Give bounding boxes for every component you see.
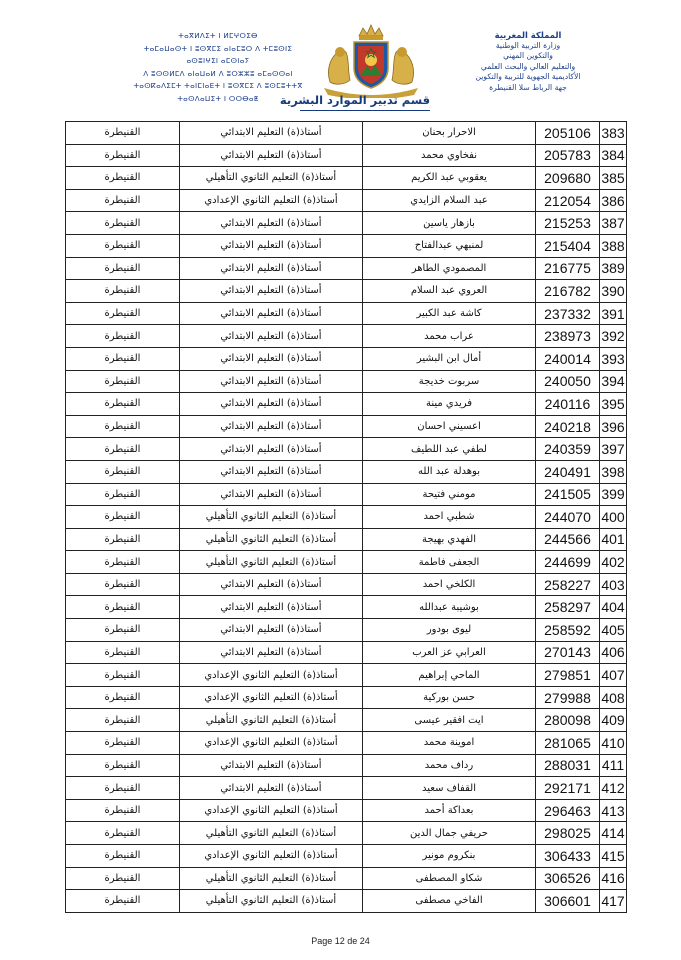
employee-grade-cell: أستاذ(ة) التعليم الابتدائي: [180, 393, 363, 416]
employee-name-cell: الماحي إبراهيم: [363, 664, 536, 687]
employee-name-cell: الفهدي بهيجة: [363, 528, 536, 551]
arabic-line: والتكوين المهني: [503, 51, 553, 61]
arabic-line: الأكاديمية الجهوية للتربية والتكوين: [475, 72, 581, 82]
employee-grade-cell: أستاذ(ة) التعليم الابتدائي: [180, 370, 363, 393]
employee-id-cell: 215404: [536, 234, 600, 257]
row-number-cell: 406: [600, 641, 627, 664]
table-row: [66, 438, 627, 461]
employee-id-cell: 205783: [536, 144, 600, 167]
city-cell: القنيطرة: [66, 528, 180, 551]
row-number-cell: 413: [600, 799, 627, 822]
employee-id-cell: 209680: [536, 167, 600, 190]
employee-grade-cell: أستاذ(ة) التعليم الابتدائي: [180, 573, 363, 596]
employee-grade-cell: أستاذ(ة) التعليم الابتدائي: [180, 347, 363, 370]
employee-id-cell: 244699: [536, 551, 600, 574]
employee-id-cell: 240359: [536, 438, 600, 461]
row-number-cell: 409: [600, 709, 627, 732]
employee-id-cell: 296463: [536, 799, 600, 822]
employee-id-cell: 244566: [536, 528, 600, 551]
employee-name-cell: العروي عبد السلام: [363, 280, 536, 303]
employee-id-cell: 279988: [536, 686, 600, 709]
department-title: قسم تدبير الموارد البشرية: [279, 93, 431, 107]
employee-name-cell: بوشيبة عبدالله: [363, 596, 536, 619]
employee-grade-cell: أستاذ(ة) التعليم الثانوي التأهيلي: [180, 867, 363, 890]
employee-grade-cell: أستاذ(ة) التعليم الابتدائي: [180, 234, 363, 257]
city-cell: القنيطرة: [66, 709, 180, 732]
city-cell: القنيطرة: [66, 551, 180, 574]
row-number-cell: 405: [600, 619, 627, 642]
employee-grade-cell: أستاذ(ة) التعليم الثانوي الإعدادي: [180, 664, 363, 687]
city-cell: القنيطرة: [66, 167, 180, 190]
employee-grade-cell: أستاذ(ة) التعليم الابتدائي: [180, 619, 363, 642]
table-row: [66, 732, 627, 755]
employee-grade-cell: أستاذ(ة) التعليم الثانوي التأهيلي: [180, 506, 363, 529]
employee-name-cell: مومني فتيحة: [363, 483, 536, 506]
employee-name-cell: الكلخي احمد: [363, 573, 536, 596]
staff-table-body: [66, 122, 627, 913]
tifinagh-line: ⵜⴰⵙⴽⴰⴷⵉⵎⵜ ⵜⴰⵏⵎⵏⴰⴹⵜ ⵏ ⵓⵙⴳⵎⵉ ⴷ ⵓⵙⵎⵓⵜⵜⴳ: [133, 81, 303, 90]
page-number: Page 12 de 24: [311, 936, 370, 946]
row-number-cell: 390: [600, 280, 627, 303]
employee-grade-cell: أستاذ(ة) التعليم الثانوي الإعدادي: [180, 686, 363, 709]
table-row: [66, 144, 627, 167]
city-cell: القنيطرة: [66, 686, 180, 709]
table-row: [66, 325, 627, 348]
employee-grade-cell: أستاذ(ة) التعليم الابتدائي: [180, 257, 363, 280]
row-number-cell: 417: [600, 890, 627, 913]
employee-name-cell: الاحرار بحنان: [363, 122, 536, 145]
row-number-cell: 385: [600, 167, 627, 190]
arabic-line: المملكة المغربية: [494, 30, 562, 40]
employee-name-cell: شطبي احمد: [363, 506, 536, 529]
city-cell: القنيطرة: [66, 438, 180, 461]
row-number-cell: 416: [600, 867, 627, 890]
row-number-cell: 410: [600, 732, 627, 755]
row-number-cell: 389: [600, 257, 627, 280]
employee-grade-cell: أستاذ(ة) التعليم الابتدائي: [180, 777, 363, 800]
employee-id-cell: 258227: [536, 573, 600, 596]
table-row: [66, 641, 627, 664]
table-row: [66, 122, 627, 145]
employee-name-cell: عراب محمد: [363, 325, 536, 348]
table-row: [66, 573, 627, 596]
table-row: [66, 664, 627, 687]
city-cell: القنيطرة: [66, 845, 180, 868]
row-number-cell: 393: [600, 347, 627, 370]
employee-name-cell: الفاخي مصطفى: [363, 890, 536, 913]
tifinagh-line: ⵜⴰⵎⴰⵡⴰⵙⵜ ⵏ ⵓⵙⴳⵎⵉ ⴰⵏⴰⵎⵓⵔ ⴷ ⵜⵎⵓⵙⵏⵉ: [143, 43, 293, 53]
employee-grade-cell: أستاذ(ة) التعليم الثانوي التأهيلي: [180, 890, 363, 913]
employee-name-cell: اعسيني احسان: [363, 415, 536, 438]
employee-name-cell: بوهدلة عبد الله: [363, 460, 536, 483]
employee-id-cell: 205106: [536, 122, 600, 145]
table-row: [66, 483, 627, 506]
city-cell: القنيطرة: [66, 325, 180, 348]
title-underline: [300, 110, 430, 111]
employee-grade-cell: أستاذ(ة) التعليم الثانوي التأهيلي: [180, 551, 363, 574]
employee-grade-cell: أستاذ(ة) التعليم الابتدائي: [180, 122, 363, 145]
employee-name-cell: عبد السلام الزايدي: [363, 189, 536, 212]
employee-name-cell: نفخاوي محمد: [363, 144, 536, 167]
employee-id-cell: 288031: [536, 754, 600, 777]
employee-name-cell: ليوى بودور: [363, 619, 536, 642]
employee-name-cell: رداف محمد: [363, 754, 536, 777]
table-row: [66, 528, 627, 551]
row-number-cell: 392: [600, 325, 627, 348]
moroccan-coat-of-arms-icon: [316, 22, 426, 98]
employee-id-cell: 280098: [536, 709, 600, 732]
table-row: [66, 551, 627, 574]
employee-id-cell: 216775: [536, 257, 600, 280]
arabic-ministry-heading: [413, 30, 643, 94]
tifinagh-line: ⴷ ⵓⵙⵙⵍⵎⴷ ⴰⵏⴰⵡⴰⵍ ⴷ ⵓⵔⵣⵣⵓ ⴰⵎⴰⵙⵙⴰⵏ: [143, 68, 293, 78]
arabic-line: وزارة التربية الوطنية: [495, 40, 561, 50]
employee-name-cell: شكاو المصطفى: [363, 867, 536, 890]
city-cell: القنيطرة: [66, 754, 180, 777]
employee-name-cell: اموينة محمد: [363, 732, 536, 755]
table-row: [66, 709, 627, 732]
row-number-cell: 407: [600, 664, 627, 687]
row-number-cell: 387: [600, 212, 627, 235]
employee-name-cell: أمال ابن البشير: [363, 347, 536, 370]
table-row: [66, 280, 627, 303]
employee-grade-cell: أستاذ(ة) التعليم الابتدائي: [180, 754, 363, 777]
row-number-cell: 383: [600, 122, 627, 145]
row-number-cell: 388: [600, 234, 627, 257]
employee-id-cell: 292171: [536, 777, 600, 800]
row-number-cell: 386: [600, 189, 627, 212]
city-cell: القنيطرة: [66, 596, 180, 619]
city-cell: القنيطرة: [66, 370, 180, 393]
table-row: [66, 777, 627, 800]
employee-name-cell: حسن بوركية: [363, 686, 536, 709]
table-row: [66, 799, 627, 822]
employee-id-cell: 238973: [536, 325, 600, 348]
row-number-cell: 415: [600, 845, 627, 868]
table-row: [66, 189, 627, 212]
employee-id-cell: 240218: [536, 415, 600, 438]
tifinagh-line: ⵜⴰⵙⴷⴰⵡⵉⵜ ⵏ ⵔⵔⴱⴰⵟ: [177, 93, 259, 103]
city-cell: القنيطرة: [66, 664, 180, 687]
employee-grade-cell: أستاذ(ة) التعليم الثانوي التأهيلي: [180, 167, 363, 190]
employee-name-cell: بازهار ياسين: [363, 212, 536, 235]
employee-grade-cell: أستاذ(ة) التعليم الابتدائي: [180, 596, 363, 619]
employee-grade-cell: أستاذ(ة) التعليم الابتدائي: [180, 483, 363, 506]
city-cell: القنيطرة: [66, 799, 180, 822]
employee-grade-cell: أستاذ(ة) التعليم الابتدائي: [180, 144, 363, 167]
row-number-cell: 394: [600, 370, 627, 393]
employee-name-cell: لمنبهي عبدالفتاح: [363, 234, 536, 257]
employee-grade-cell: أستاذ(ة) التعليم الثانوي التأهيلي: [180, 528, 363, 551]
employee-id-cell: 244070: [536, 506, 600, 529]
employee-id-cell: 241505: [536, 483, 600, 506]
table-row: [66, 754, 627, 777]
table-row: [66, 822, 627, 845]
employee-name-cell: كاشة عبد الكبير: [363, 302, 536, 325]
table-row: [66, 619, 627, 642]
table-row: [66, 460, 627, 483]
employee-name-cell: لطفي عبد اللطيف: [363, 438, 536, 461]
employee-id-cell: 240050: [536, 370, 600, 393]
employee-grade-cell: أستاذ(ة) التعليم الثانوي الإعدادي: [180, 799, 363, 822]
document-header: [0, 0, 681, 115]
row-number-cell: 411: [600, 754, 627, 777]
employee-grade-cell: أستاذ(ة) التعليم الابتدائي: [180, 280, 363, 303]
row-number-cell: 412: [600, 777, 627, 800]
employee-name-cell: سربوت خديجة: [363, 370, 536, 393]
row-number-cell: 403: [600, 573, 627, 596]
employee-id-cell: 306526: [536, 867, 600, 890]
employee-grade-cell: أستاذ(ة) التعليم الثانوي التأهيلي: [180, 709, 363, 732]
employee-grade-cell: أستاذ(ة) التعليم الابتدائي: [180, 415, 363, 438]
table-row: [66, 234, 627, 257]
employee-name-cell: بنكروم مونير: [363, 845, 536, 868]
employee-id-cell: 306433: [536, 845, 600, 868]
city-cell: القنيطرة: [66, 506, 180, 529]
city-cell: القنيطرة: [66, 189, 180, 212]
employee-name-cell: القفاف سعيد: [363, 777, 536, 800]
employee-name-cell: المصمودي الطاهر: [363, 257, 536, 280]
employee-name-cell: حريفي جمال الدين: [363, 822, 536, 845]
city-cell: القنيطرة: [66, 732, 180, 755]
table-row: [66, 257, 627, 280]
employee-name-cell: بعداكة أحمد: [363, 799, 536, 822]
employee-grade-cell: أستاذ(ة) التعليم الابتدائي: [180, 641, 363, 664]
table-row: [66, 845, 627, 868]
employee-grade-cell: أستاذ(ة) التعليم الثانوي الإعدادي: [180, 732, 363, 755]
employee-grade-cell: أستاذ(ة) التعليم الابتدائي: [180, 302, 363, 325]
row-number-cell: 404: [600, 596, 627, 619]
table-row: [66, 212, 627, 235]
row-number-cell: 384: [600, 144, 627, 167]
row-number-cell: 398: [600, 460, 627, 483]
city-cell: القنيطرة: [66, 144, 180, 167]
employee-id-cell: 281065: [536, 732, 600, 755]
tifinagh-line: ⴰⵙⵓⵏⵖⵉⵏ ⴰⵎⵙⵏⴰⵢ: [186, 56, 250, 65]
city-cell: القنيطرة: [66, 393, 180, 416]
city-cell: القنيطرة: [66, 641, 180, 664]
arabic-line: والتعليم العالي والبحث العلمي: [480, 61, 576, 71]
employee-grade-cell: أستاذ(ة) التعليم الابتدائي: [180, 325, 363, 348]
table-row: [66, 686, 627, 709]
employee-name-cell: فريدي مينة: [363, 393, 536, 416]
employee-grade-cell: أستاذ(ة) التعليم الابتدائي: [180, 460, 363, 483]
city-cell: القنيطرة: [66, 302, 180, 325]
city-cell: القنيطرة: [66, 460, 180, 483]
city-cell: القنيطرة: [66, 890, 180, 913]
city-cell: القنيطرة: [66, 415, 180, 438]
city-cell: القنيطرة: [66, 234, 180, 257]
employee-name-cell: يعقوبي عبد الكريم: [363, 167, 536, 190]
tifinagh-line: ⵜⴰⴳⵍⴷⵉⵜ ⵏ ⵍⵎⵖⵔⵉⴱ: [178, 31, 258, 40]
row-number-cell: 396: [600, 415, 627, 438]
employee-id-cell: 237332: [536, 302, 600, 325]
city-cell: القنيطرة: [66, 777, 180, 800]
table-row: [66, 596, 627, 619]
employee-id-cell: 240491: [536, 460, 600, 483]
employee-id-cell: 216782: [536, 280, 600, 303]
city-cell: القنيطرة: [66, 257, 180, 280]
table-row: [66, 506, 627, 529]
row-number-cell: 400: [600, 506, 627, 529]
table-row: [66, 867, 627, 890]
employee-id-cell: 258297: [536, 596, 600, 619]
employee-id-cell: 279851: [536, 664, 600, 687]
row-number-cell: 391: [600, 302, 627, 325]
table-row: [66, 347, 627, 370]
table-row: [66, 302, 627, 325]
row-number-cell: 414: [600, 822, 627, 845]
employee-name-cell: الجعفى فاطمة: [363, 551, 536, 574]
city-cell: القنيطرة: [66, 619, 180, 642]
employee-grade-cell: أستاذ(ة) التعليم الابتدائي: [180, 438, 363, 461]
employee-name-cell: ايت افقير عيسى: [363, 709, 536, 732]
staff-table: [65, 121, 627, 913]
employee-id-cell: 306601: [536, 890, 600, 913]
table-row: [66, 415, 627, 438]
table-row: [66, 890, 627, 913]
employee-id-cell: 270143: [536, 641, 600, 664]
row-number-cell: 408: [600, 686, 627, 709]
employee-id-cell: 240116: [536, 393, 600, 416]
row-number-cell: 402: [600, 551, 627, 574]
employee-name-cell: العرابي عز العرب: [363, 641, 536, 664]
employee-id-cell: 240014: [536, 347, 600, 370]
arabic-line: جهة الرباط سلا القنيطرة: [489, 82, 567, 92]
row-number-cell: 401: [600, 528, 627, 551]
employee-id-cell: 212054: [536, 189, 600, 212]
row-number-cell: 397: [600, 438, 627, 461]
employee-grade-cell: أستاذ(ة) التعليم الابتدائي: [180, 212, 363, 235]
city-cell: القنيطرة: [66, 347, 180, 370]
employee-grade-cell: أستاذ(ة) التعليم الثانوي الإعدادي: [180, 189, 363, 212]
employee-grade-cell: أستاذ(ة) التعليم الثانوي الإعدادي: [180, 845, 363, 868]
row-number-cell: 399: [600, 483, 627, 506]
city-cell: القنيطرة: [66, 867, 180, 890]
city-cell: القنيطرة: [66, 483, 180, 506]
employee-id-cell: 258592: [536, 619, 600, 642]
employee-id-cell: 298025: [536, 822, 600, 845]
table-row: [66, 393, 627, 416]
city-cell: القنيطرة: [66, 212, 180, 235]
city-cell: القنيطرة: [66, 122, 180, 145]
employee-id-cell: 215253: [536, 212, 600, 235]
city-cell: القنيطرة: [66, 573, 180, 596]
row-number-cell: 395: [600, 393, 627, 416]
city-cell: القنيطرة: [66, 280, 180, 303]
employee-grade-cell: أستاذ(ة) التعليم الثانوي التأهيلي: [180, 822, 363, 845]
city-cell: القنيطرة: [66, 822, 180, 845]
table-row: [66, 167, 627, 190]
table-row: [66, 370, 627, 393]
